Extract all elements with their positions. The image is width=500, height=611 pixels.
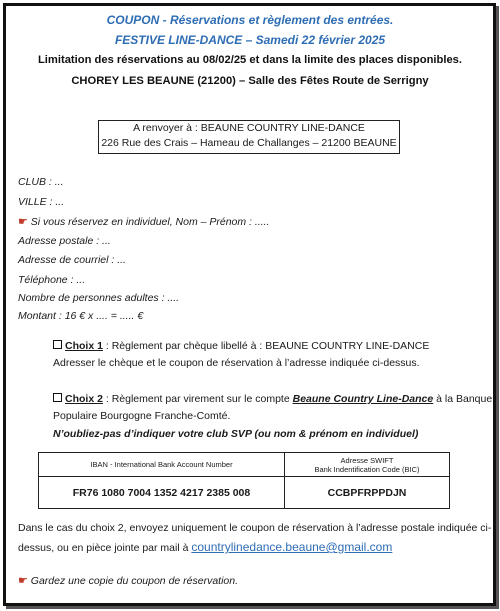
choice2-text-end: à la Banque [433,393,493,405]
event-title: FESTIVE LINE-DANCE – Samedi 22 février 2025 [114,33,386,47]
swift-header-line2: Bank Indentification Code (BIC) [314,464,420,474]
footer-text: dessus, ou en pièce jointe par mail à [18,542,192,554]
choice2-line1 [53,393,492,405]
email-address-field: Adresse de courriel : ... [18,254,126,266]
choice2-text: : Règlement par virement sur le compte [102,393,293,405]
choice2-account-name: Beaune Country Line-Dance [292,393,434,405]
choice1-instruction: Adresser le chèque et le coupon de réservation à l’adresse indiquée ci-dessus. [53,357,420,369]
keep-copy-row [18,574,238,587]
phone-field: Téléphone : ... [18,274,86,286]
choice2-title: Choix 2 [65,393,103,405]
bank-details-table [38,452,450,509]
venue-line: CHOREY LES BEAUNE (21200) – Salle des Fêtes Route de Serrigny [71,75,429,87]
checkbox-icon [53,340,62,349]
choice1-title: Choix 1 [65,340,103,352]
individual-row [18,215,269,228]
pointing-hand-icon: ☛ [18,216,28,228]
iban-header: IBAN - International Bank Account Number [39,453,285,477]
postal-address-field: Adresse postale : ... [18,235,111,247]
choice1-text: : Règlement par chèque libellé à : BEAUNE COUNTRY LINE-DANCE [102,340,430,352]
return-address-line1: A renvoyer à : BEAUNE COUNTRY LINE-DANCE [133,122,365,134]
swift-header [285,453,450,477]
coupon-title: COUPON - Réservations et règlement des entrées. [106,13,394,27]
reservation-limit: Limitation des réservations au 08/02/25 et dans la limite des places disponibles. [37,54,463,66]
club-reminder: N’oubliez-pas d’indiquer votre club SVP (ou nom & prénom en individuel) [53,428,419,440]
keep-copy-note: Gardez une copie du coupon de réservation. [30,575,239,587]
choice1-line1 [53,340,429,352]
contact-email-link[interactable]: countrylinedance.beaune@gmail.com [191,540,393,554]
checkbox-icon [53,393,62,402]
coupon-frame [3,3,496,606]
choice2-bank: Populaire Bourgogne Franche-Comté. [53,410,231,422]
swift-header-line1: Adresse SWIFT [340,455,394,465]
iban-value: FR76 1080 7004 1352 4217 2385 008 [39,477,285,509]
club-field: CLUB : ... [18,176,64,188]
adults-count-field: Nombre de personnes adultes : .... [18,292,180,304]
pointing-hand-icon: ☛ [18,575,28,587]
footer-line1: Dans le cas du choix 2, envoyez uniquement le coupon de réservation à l’adresse postale indiquée ci- [18,522,492,534]
individual-field: Si vous réservez en individuel, Nom – Prénom : ..... [30,216,270,228]
ville-field: VILLE : ... [18,196,65,208]
return-address-line2: 226 Rue des Crais – Hameau de Challanges – 21200 BEAUNE [101,137,397,149]
amount-field: Montant : 16 € x .... = ..... € [18,310,144,322]
return-address-box [98,120,400,154]
bic-value: CCBPFRPPDJN [285,477,450,509]
footer-line2 [18,540,392,554]
